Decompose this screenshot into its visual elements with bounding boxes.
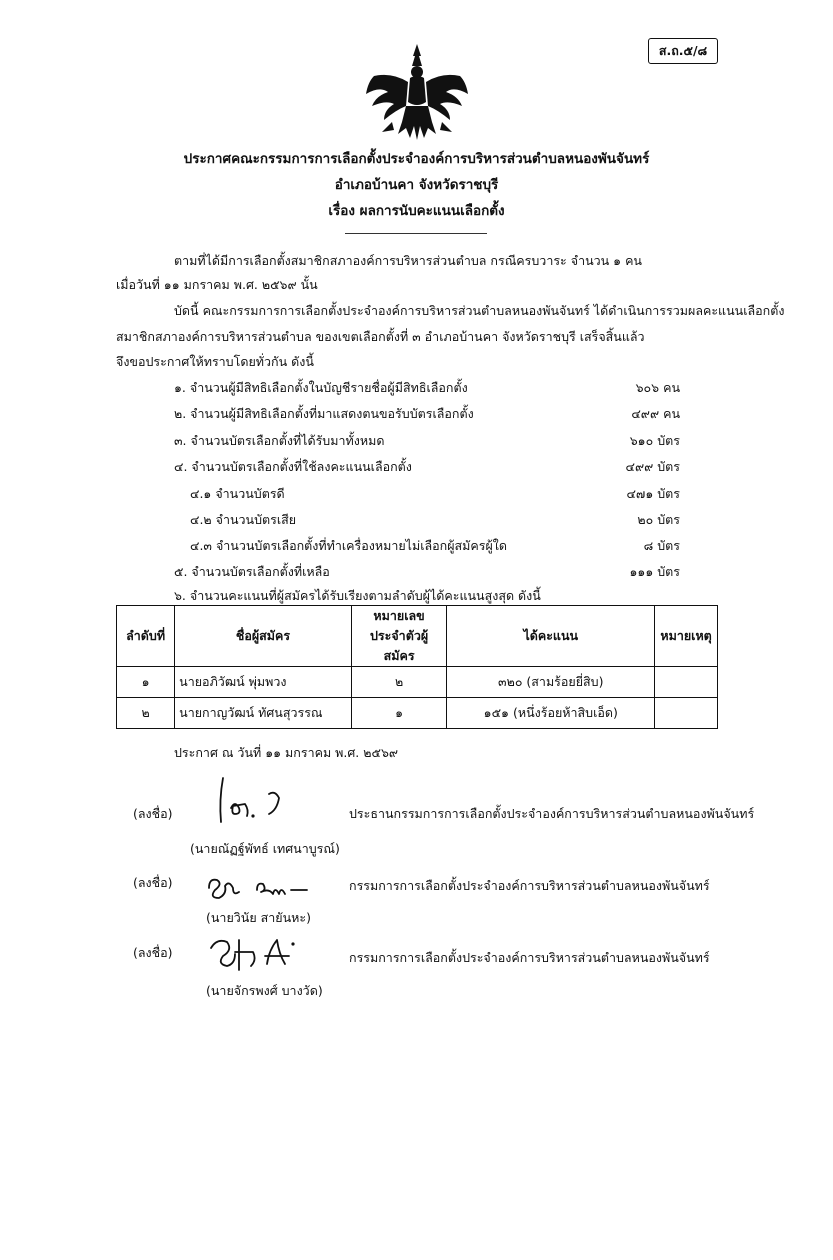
signatory-name: (นายวินัย สายันหะ) [206,910,311,925]
item-value: ๑๑๑ บัตร [629,564,680,579]
table-header-row [117,606,718,667]
garuda-emblem-icon [362,42,472,142]
header-candidate-name: ชื่อผู้สมัคร [175,606,352,667]
signature-image [205,770,295,830]
signature-prefix: (ลงชื่อ) [133,875,173,890]
table-row [117,698,718,729]
cell-name: นายกาญวัฒน์ ทัศนสุวรรณ [175,698,352,729]
header-rank: ลำดับที่ [117,606,175,667]
cell-number: ๑ [351,698,447,729]
signature-image [203,868,313,904]
signatory-name: (นายจักรพงศ์ บางวัด) [206,983,323,998]
announcement-title: ประกาศคณะกรรมการการเลือกตั้งประจำองค์การบริหารส่วนตำบลหนองพันจันทร์ [183,151,650,167]
cell-score: ๓๒๐ (สามร้อยยี่สิบ) [447,667,655,698]
item-label: ๓. จำนวนบัตรเลือกตั้งที่ได้รับมาทั้งหมด [174,433,385,448]
cell-number: ๒ [351,667,447,698]
district-province: อำเภอบ้านคา จังหวัดราชบุรี [334,177,499,193]
cell-rank: ๑ [117,667,175,698]
signature-position: ประธานกรรมการการเลือกตั้งประจำองค์การบริหารส่วนตำบลหนองพันจันทร์ [349,806,755,821]
signature-image [205,930,305,976]
item-label: ๔.๓ จำนวนบัตรเลือกตั้งที่ทำเครื่องหมายไม่เลือกผู้สมัครผู้ใด [190,538,508,553]
cell-name: นายอภิวัฒน์ พุ่มพวง [175,667,352,698]
table-row [117,667,718,698]
item-label: ๒. จำนวนผู้มีสิทธิเลือกตั้งที่มาแสดงตนขอรับบัตรเลือกตั้ง [174,406,474,421]
subject-line: เรื่อง ผลการนับคะแนนเลือกตั้ง [328,203,505,219]
paragraph-2-line-2: สมาชิกสภาองค์การบริหารส่วนตำบล ของเขตเลือกตั้งที่ ๓ อำเภอบ้านคา จังหวัดราชบุรี เสร็จสิ้นแล้ว [116,329,645,344]
item-value: ๖๐๖ คน [635,380,680,395]
signature-prefix: (ลงชื่อ) [133,945,173,960]
item-value: ๔๗๑ บัตร [626,486,680,501]
paragraph-2-line-1: บัดนี้ คณะกรรมการการเลือกตั้งประจำองค์การบริหารส่วนตำบลหนองพันจันทร์ ได้ดำเนินการรวมผลคะแนนเลือกตั้ง [174,303,785,318]
header-number-line-2: ประจำตัวผู้สมัคร [370,628,429,663]
paragraph-1-line-2: เมื่อวันที่ ๑๑ มกราคม พ.ศ. ๒๕๖๙ นั้น [116,277,318,292]
item-value: ๔๙๙ คน [631,406,680,421]
item-6-label: ๖. จำนวนคะแนนที่ผู้สมัครได้รับเรียงตามลำดับผู้ได้คะแนนสูงสุด ดังนี้ [174,588,541,603]
item-value: ๘ บัตร [643,538,680,553]
header-note: หมายเหตุ [655,606,718,667]
signature-position: กรรมการการเลือกตั้งประจำองค์การบริหารส่วนตำบลหนองพันจันทร์ [349,878,710,893]
item-label: ๕. จำนวนบัตรเลือกตั้งที่เหลือ [174,564,330,579]
cell-rank: ๒ [117,698,175,729]
item-value: ๖๑๐ บัตร [629,433,680,448]
item-label: ๔. จำนวนบัตรเลือกตั้งที่ใช้ลงคะแนนเลือกตั้ง [174,459,412,474]
signatory-name: (นายณัฏฐ์พัทธ์ เทศนาบูรณ์) [190,841,340,856]
header-candidate-number [351,606,447,667]
announcement-date: ประกาศ ณ วันที่ ๑๑ มกราคม พ.ศ. ๒๕๖๙ [174,745,399,760]
item-value: ๒๐ บัตร [637,512,680,527]
cell-note [655,698,718,729]
cell-note [655,667,718,698]
signature-position: กรรมการการเลือกตั้งประจำองค์การบริหารส่วนตำบลหนองพันจันทร์ [349,950,710,965]
paragraph-1-line-1: ตามที่ได้มีการเลือกตั้งสมาชิกสภาองค์การบริหารส่วนตำบล กรณีครบวาระ จำนวน ๑ คน [174,253,642,268]
item-label: ๑. จำนวนผู้มีสิทธิเลือกตั้งในบัญชีรายชื่อผู้มีสิทธิเลือกตั้ง [174,380,468,395]
item-value: ๔๙๙ บัตร [625,459,680,474]
form-code-box: ส.ถ.๕/๘ [648,38,718,64]
header-score: ได้คะแนน [447,606,655,667]
signature-prefix: (ลงชื่อ) [133,806,173,821]
cell-score: ๑๕๑ (หนึ่งร้อยห้าสิบเอ็ด) [447,698,655,729]
item-label: ๔.๒ จำนวนบัตรเสีย [190,512,297,527]
item-label: ๔.๑ จำนวนบัตรดี [190,486,285,501]
title-divider [345,233,487,234]
paragraph-2-line-3: จึงขอประกาศให้ทราบโดยทั่วกัน ดังนี้ [116,354,314,369]
results-table [116,605,718,729]
header-number-line-1: หมายเลข [373,608,425,623]
